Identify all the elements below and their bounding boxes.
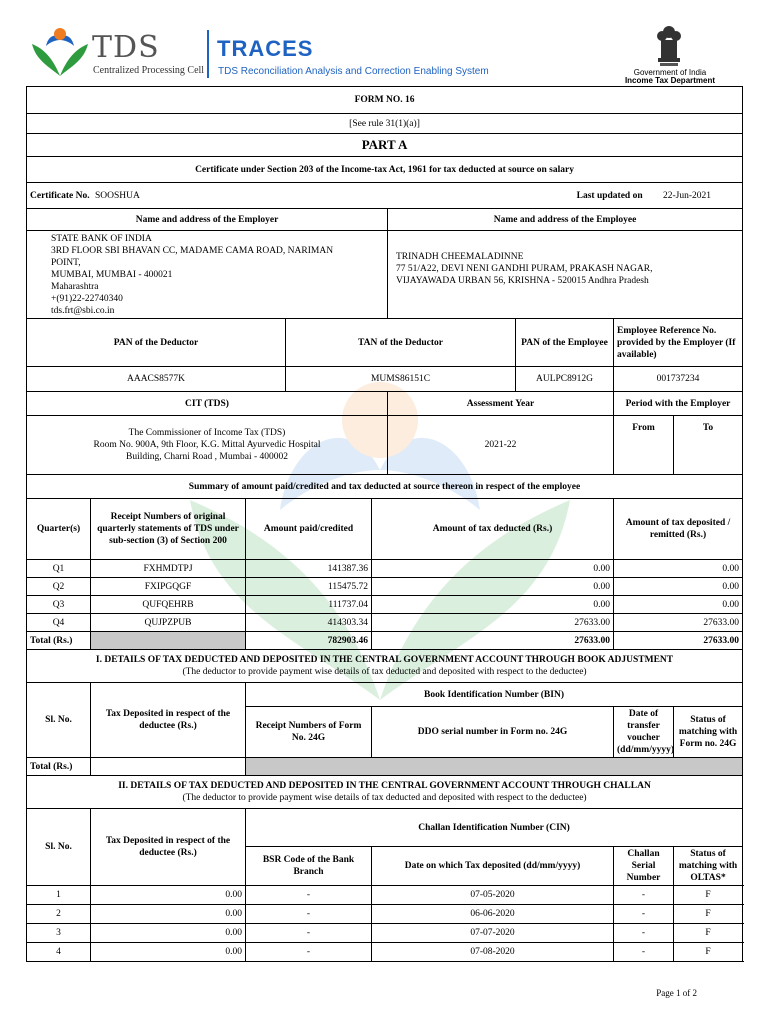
- sl-no: 4: [27, 943, 91, 962]
- bin-label: Book Identification Number (BIN): [246, 683, 743, 707]
- book-tax-label: Tax Deposited in respect of the deductee (Rs.): [91, 683, 246, 758]
- challan-serial: -: [614, 943, 674, 962]
- header-divider: [207, 30, 209, 78]
- table-row: [27, 596, 743, 614]
- form16-table: [26, 86, 743, 962]
- period-from-label: From: [614, 416, 674, 475]
- employee-label: Name and address of the Employee: [388, 209, 743, 231]
- challan-serial: -: [614, 905, 674, 924]
- challan-heading: [27, 776, 743, 809]
- certificate-row: [27, 183, 743, 209]
- amount-paid: 111737.04: [246, 596, 372, 614]
- table-row: [27, 560, 743, 578]
- book-col: Receipt Numbers of Form No. 24G: [246, 707, 372, 758]
- oltas-status: F: [674, 924, 743, 943]
- employer-line: STATE BANK OF INDIA: [51, 234, 152, 244]
- shaded-cell: [91, 632, 246, 650]
- oltas-status: F: [674, 905, 743, 924]
- employer-line: MUMBAI, MUMBAI - 400021: [51, 270, 173, 280]
- assessment-year: 2021-22: [388, 416, 614, 475]
- challan-serial: -: [614, 924, 674, 943]
- pan-deductor-label: PAN of the Deductor: [27, 319, 286, 367]
- traces-brand: TRACES: [217, 36, 314, 61]
- last-updated-value: 22-Jun-2021: [663, 190, 712, 201]
- employer-line: POINT,: [51, 258, 81, 268]
- tax-deposited: 27633.00: [614, 614, 743, 632]
- tax-deposited: 0.00: [614, 560, 743, 578]
- part-title: PART A: [27, 134, 743, 157]
- certificate-caption: Certificate under Section 203 of the Income-tax Act, 1961 for tax deducted at source on salary: [27, 157, 743, 183]
- tax-deducted: 0.00: [372, 596, 614, 614]
- employer-line: +(91)22-22740340: [51, 294, 123, 304]
- tax-deducted: 27633.00: [372, 614, 614, 632]
- bsr-code: -: [246, 943, 372, 962]
- tds-subtitle: Centralized Processing Cell: [93, 65, 205, 76]
- table-row: [27, 886, 743, 905]
- assessment-year-label: Assessment Year: [388, 392, 614, 416]
- sl-no: 3: [27, 924, 91, 943]
- cin-label: Challan Identification Number (CIN): [246, 809, 743, 847]
- government-caption: [600, 69, 740, 85]
- tds-logo-icon: [30, 26, 90, 78]
- tax-deposited: 0.00: [614, 578, 743, 596]
- certificate-no: SOOSHUA: [94, 190, 140, 201]
- deposit-date: 07-05-2020: [372, 886, 614, 905]
- challan-heading-text: II. DETAILS OF TAX DEDUCTED AND DEPOSITED IN THE CENTRAL GOVERNMENT ACCOUNT THROUGH CHALLAN: [118, 781, 651, 791]
- total-deducted: 27633.00: [372, 632, 614, 650]
- total-paid: 782903.46: [246, 632, 372, 650]
- pan-employee: AULPC8912G: [516, 367, 614, 392]
- tax-deducted: 0.00: [372, 560, 614, 578]
- bsr-code: -: [246, 905, 372, 924]
- book-total-value: [91, 758, 246, 776]
- bsr-code: -: [246, 886, 372, 905]
- challan-sl-label: Sl. No.: [27, 809, 91, 886]
- tax-deposited: 0.00: [614, 596, 743, 614]
- national-emblem-icon: [655, 24, 683, 68]
- summary-header: Amount paid/credited: [246, 499, 372, 560]
- page-number: Page 1 of 2: [656, 988, 697, 998]
- book-sl-label: Sl. No.: [27, 683, 91, 758]
- oltas-status: F: [674, 943, 743, 962]
- summary-header: Quarter(s): [27, 499, 91, 560]
- tan-deductor: MUMS86151C: [286, 367, 516, 392]
- cit-label: CIT (TDS): [27, 392, 388, 416]
- quarter: Q3: [27, 596, 91, 614]
- challan-subheading: (The deductor to provide payment wise details of tax deducted and deposited with respect to the deductee): [182, 793, 587, 803]
- table-row: [27, 614, 743, 632]
- employee-address: [388, 231, 743, 319]
- total-deposited: 27633.00: [614, 632, 743, 650]
- book-col: DDO serial number in Form no. 24G: [372, 707, 614, 758]
- pan-deductor: AAACS8577K: [27, 367, 286, 392]
- page-header: [0, 0, 768, 86]
- last-updated: [577, 190, 711, 202]
- traces-subtitle: TDS Reconciliation Analysis and Correction Enabling System: [218, 66, 489, 77]
- amount-paid: 115475.72: [246, 578, 372, 596]
- emp-ref-label: Employee Reference No. provided by the Employer (If available): [614, 319, 743, 367]
- summary-header: Amount of tax deposited / remitted (Rs.): [614, 499, 743, 560]
- deposit-date: 07-07-2020: [372, 924, 614, 943]
- employer-line: tds.frt@sbi.co.in: [51, 306, 115, 316]
- table-row: [27, 924, 743, 943]
- cit-line: The Commissioner of Income Tax (TDS): [128, 428, 286, 438]
- book-heading: [27, 650, 743, 683]
- employee-line: TRINADH CHEEMALADINNE: [396, 252, 524, 262]
- table-row: [27, 578, 743, 596]
- book-col: Date of transfer voucher (dd/mm/yyyy): [614, 707, 674, 758]
- employer-line: 3RD FLOOR SBI BHAVAN CC, MADAME CAMA ROAD, NARIMAN: [51, 246, 334, 256]
- amount-paid: 141387.36: [246, 560, 372, 578]
- cit-address: [27, 416, 388, 475]
- gov-line-1: Government of India: [633, 68, 707, 77]
- employer-label: Name and address of the Employer: [27, 209, 388, 231]
- bsr-code: -: [246, 924, 372, 943]
- table-row: [27, 905, 743, 924]
- form-rule: [See rule 31(1)(a)]: [27, 114, 743, 134]
- tax-deposited: 0.00: [91, 943, 246, 962]
- certificate-no-label: Certificate No.: [30, 190, 90, 201]
- deposit-date: 06-06-2020: [372, 905, 614, 924]
- challan-col: Status of matching with OLTAS*: [674, 847, 743, 886]
- book-col: Status of matching with Form no. 24G: [674, 707, 743, 758]
- total-label: Total (Rs.): [27, 632, 91, 650]
- receipt-no: FXIPGQGF: [91, 578, 246, 596]
- emp-ref: 001737234: [614, 367, 743, 392]
- sl-no: 1: [27, 886, 91, 905]
- shaded-cell: [246, 758, 743, 776]
- period-label: Period with the Employer: [614, 392, 743, 416]
- challan-col: Challan Serial Number: [614, 847, 674, 886]
- challan-tax-label: Tax Deposited in respect of the deductee (Rs.): [91, 809, 246, 886]
- quarter: Q2: [27, 578, 91, 596]
- book-heading-text: I. DETAILS OF TAX DEDUCTED AND DEPOSITED IN THE CENTRAL GOVERNMENT ACCOUNT THROUGH BOOK ADJUSTMENT: [95, 655, 674, 665]
- sl-no: 2: [27, 905, 91, 924]
- form-title: FORM NO. 16: [27, 87, 743, 114]
- tax-deposited: 0.00: [91, 905, 246, 924]
- oltas-status: F: [674, 886, 743, 905]
- tax-deducted: 0.00: [372, 578, 614, 596]
- tax-deposited: 0.00: [91, 924, 246, 943]
- quarter: Q4: [27, 614, 91, 632]
- pan-employee-label: PAN of the Employee: [516, 319, 614, 367]
- gov-line-2: Income Tax Department: [624, 76, 716, 85]
- book-total-label: Total (Rs.): [27, 758, 91, 776]
- tax-deposited: 0.00: [91, 886, 246, 905]
- amount-paid: 414303.34: [246, 614, 372, 632]
- receipt-no: FXHMDTPJ: [91, 560, 246, 578]
- last-updated-label: Last updated on: [576, 190, 643, 201]
- tds-brand: TDS: [92, 30, 160, 65]
- tan-deductor-label: TAN of the Deductor: [286, 319, 516, 367]
- total-row: [27, 632, 743, 650]
- summary-header: Amount of tax deducted (Rs.): [372, 499, 614, 560]
- employee-line: 77 51/A22, DEVI NENI GANDHI PURAM, PRAKASH NAGAR,: [396, 264, 653, 274]
- deposit-date: 07-08-2020: [372, 943, 614, 962]
- summary-header: Receipt Numbers of original quarterly statements of TDS under sub-section (3) of Section 200: [91, 499, 246, 560]
- table-row: [27, 943, 743, 962]
- receipt-no: QUJPZPUB: [91, 614, 246, 632]
- challan-col: BSR Code of the Bank Branch: [246, 847, 372, 886]
- summary-caption: Summary of amount paid/credited and tax deducted at source thereon in respect of the employee: [27, 475, 743, 499]
- employer-line: Maharashtra: [51, 282, 99, 292]
- book-subheading: (The deductor to provide payment wise details of tax deducted and deposited with respect to the deductee): [182, 667, 587, 677]
- challan-serial: -: [614, 886, 674, 905]
- employee-line: VIJAYAWADA URBAN 56, KRISHNA - 520015 Andhra Pradesh: [396, 276, 649, 286]
- period-to-label: To: [674, 416, 743, 475]
- receipt-no: QUFQEHRB: [91, 596, 246, 614]
- cit-line: Room No. 900A, 9th Floor, K.G. Mittal Ayurvedic Hospital: [93, 440, 321, 450]
- challan-col: Date on which Tax deposited (dd/mm/yyyy): [372, 847, 614, 886]
- quarter: Q1: [27, 560, 91, 578]
- cit-line: Building, Charni Road , Mumbai - 400002: [125, 452, 289, 462]
- employer-address: [27, 231, 388, 319]
